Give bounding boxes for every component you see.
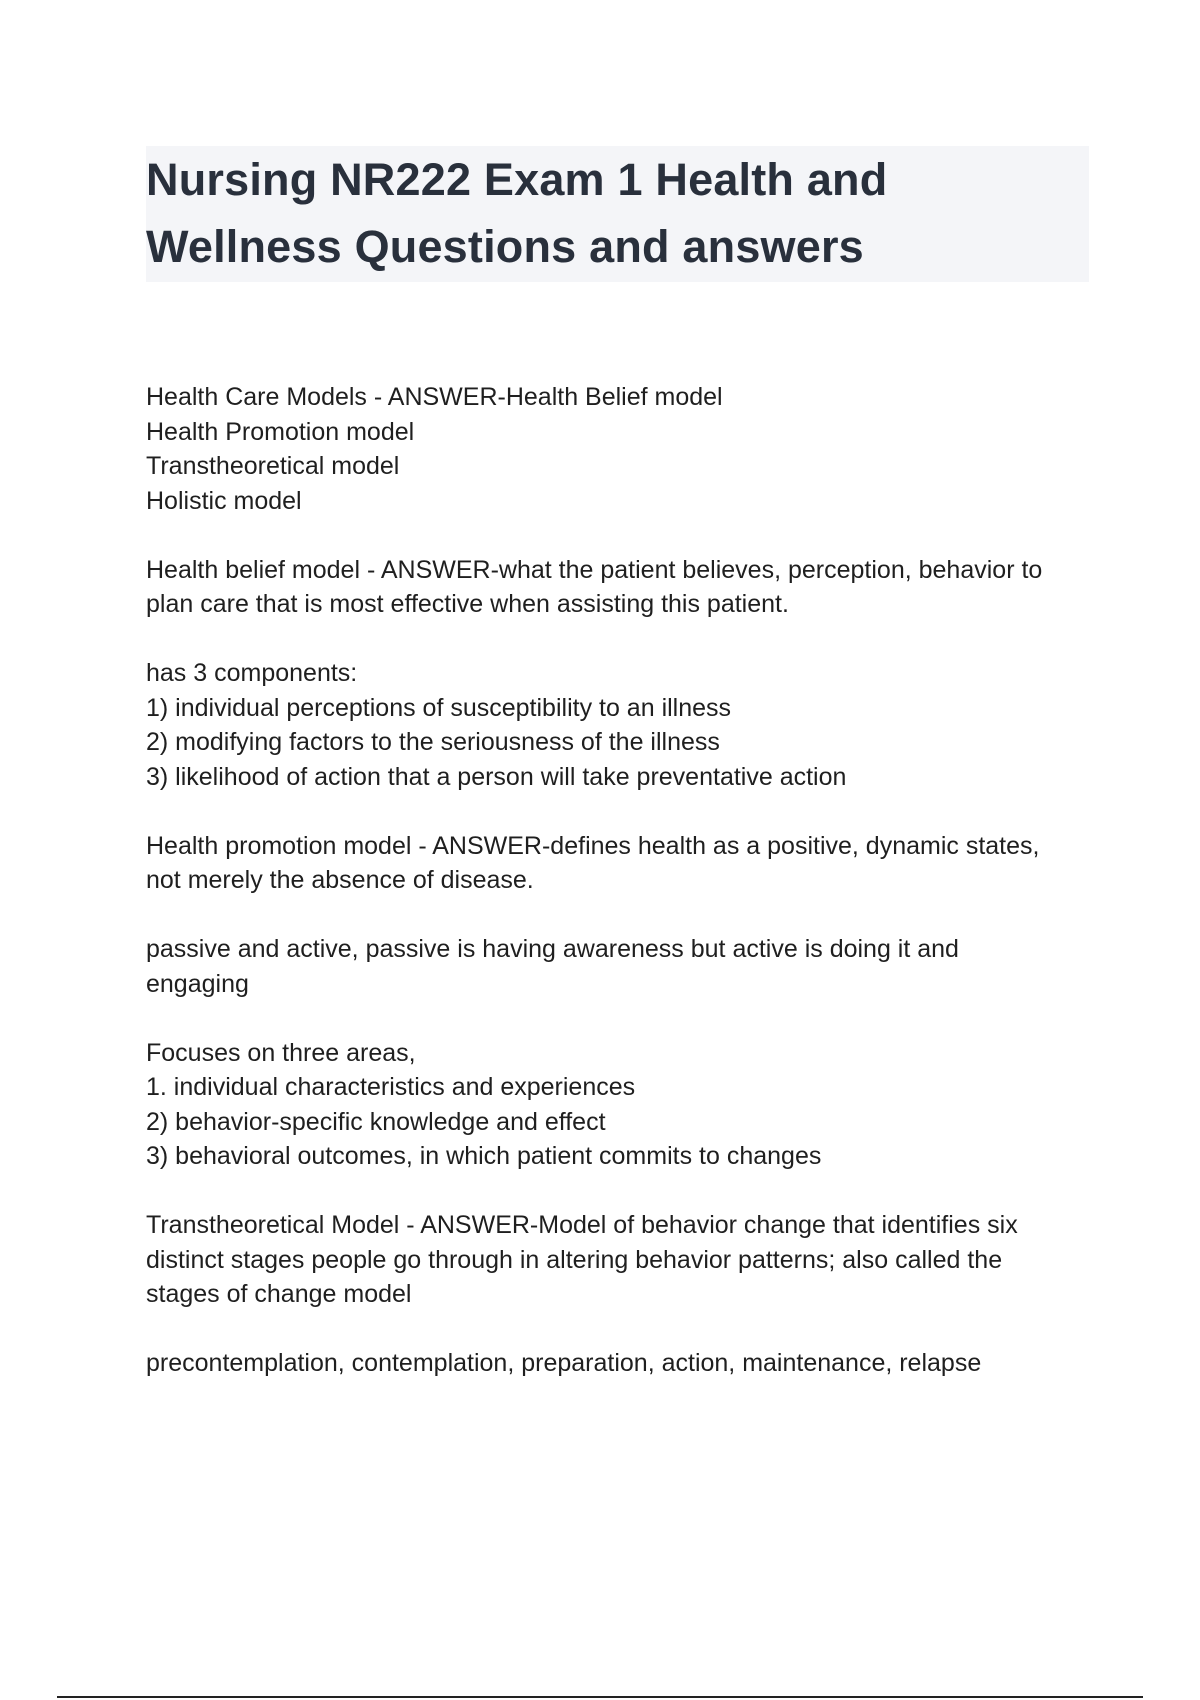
text-line: precontemplation, contemplation, preparation, action, maintenance, relapse xyxy=(146,1349,982,1377)
qa-paragraph xyxy=(146,656,1096,794)
qa-paragraph xyxy=(146,1208,1096,1312)
qa-entry-stages-list xyxy=(146,1346,1096,1381)
qa-entry-health-care-models xyxy=(146,380,1096,518)
document-body xyxy=(146,380,1096,1415)
text-line: plan care that is most effective when assisting this patient. xyxy=(146,590,789,618)
qa-entry-focus-areas xyxy=(146,1036,1096,1174)
text-line: 3) behavioral outcomes, in which patient commits to changes xyxy=(146,1142,822,1170)
qa-entry-components-list xyxy=(146,656,1096,794)
page-bottom-divider xyxy=(57,1696,1143,1698)
text-line: 2) modifying factors to the seriousness of the illness xyxy=(146,728,720,756)
text-line: 1) individual perceptions of susceptibility to an illness xyxy=(146,693,732,722)
text-line: engaging xyxy=(146,969,249,998)
text-line: Health belief model - ANSWER-what the patient believes, perception, behavior to xyxy=(146,555,1043,584)
text-line: Health promotion model - ANSWER-defines health as a positive, dynamic states, xyxy=(146,831,1040,860)
text-line: Transtheoretical Model - ANSWER-Model of behavior change that identifies six xyxy=(146,1211,1018,1239)
title-line: Nursing NR222 Exam 1 Health and xyxy=(146,154,888,205)
qa-entry-health-promotion-model xyxy=(146,829,1096,898)
text-line: Health Care Models - ANSWER-Health Belief model xyxy=(146,383,723,411)
text-line: Transtheoretical model xyxy=(146,452,400,480)
text-line: 2) behavior-specific knowledge and effect xyxy=(146,1107,606,1136)
text-line: 1. individual characteristics and experiences xyxy=(146,1073,636,1101)
qa-paragraph xyxy=(146,553,1096,622)
text-line: passive and active, passive is having awareness but active is doing it and xyxy=(146,935,959,963)
text-line: Health Promotion model xyxy=(146,417,415,446)
qa-paragraph xyxy=(146,829,1096,898)
qa-paragraph xyxy=(146,380,1096,518)
text-line: stages of change model xyxy=(146,1280,412,1308)
page-title xyxy=(146,146,1089,280)
qa-entry-transtheoretical-model xyxy=(146,1208,1096,1312)
text-line: Holistic model xyxy=(146,486,302,515)
text-line: has 3 components: xyxy=(146,659,358,687)
title-block xyxy=(146,146,1089,282)
qa-paragraph xyxy=(146,1036,1096,1174)
text-line: Focuses on three areas, xyxy=(146,1038,416,1067)
qa-paragraph xyxy=(146,932,1096,1001)
qa-entry-passive-active xyxy=(146,932,1096,1001)
text-line: not merely the absence of disease. xyxy=(146,866,534,894)
qa-entry-health-belief-model xyxy=(146,553,1096,622)
text-line: distinct stages people go through in altering behavior patterns; also called the xyxy=(146,1245,1003,1274)
qa-paragraph xyxy=(146,1346,1096,1381)
text-line: 3) likelihood of action that a person will take preventative action xyxy=(146,762,847,791)
title-line: Wellness Questions and answers xyxy=(146,221,864,272)
